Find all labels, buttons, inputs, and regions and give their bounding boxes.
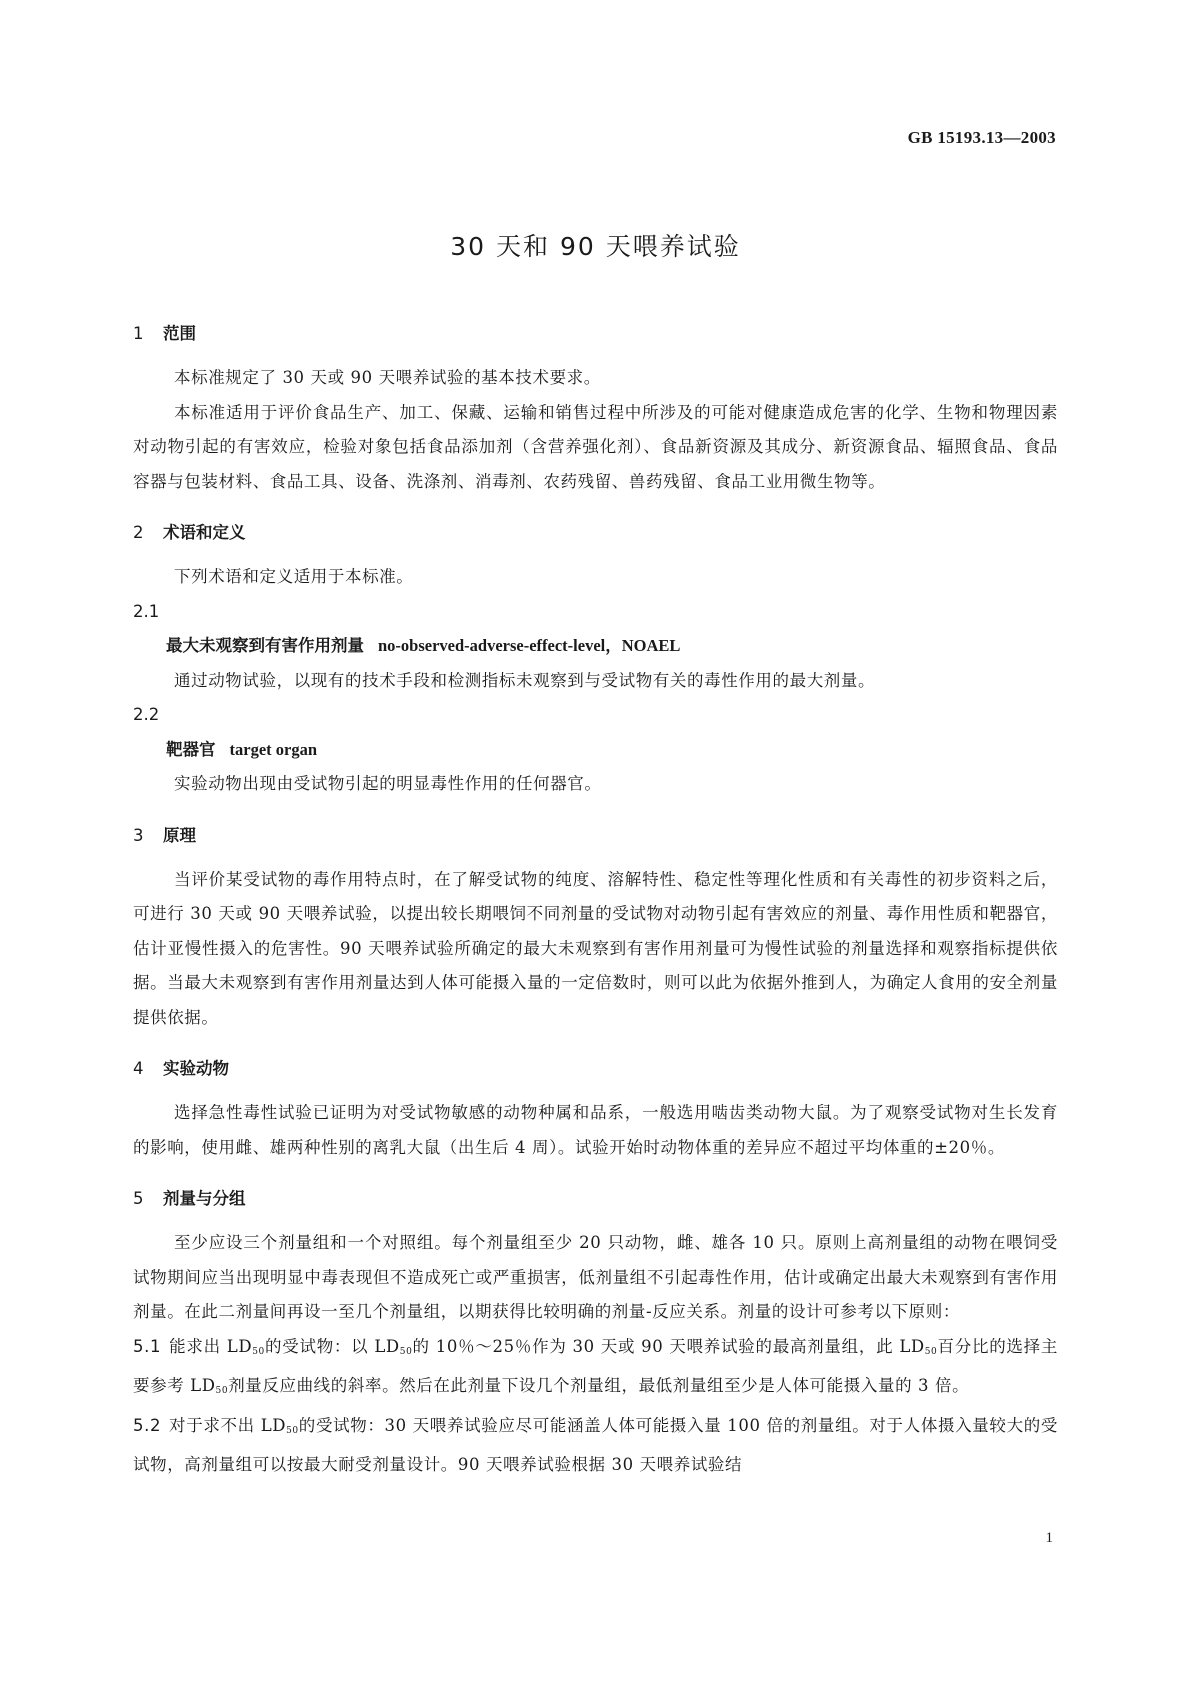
- section-title: 剂量与分组: [163, 1189, 246, 1208]
- clause-text: 对于求不出 LD: [169, 1415, 287, 1435]
- paragraph: 选择急性毒性试验已证明为对受试物敏感的动物种属和品系，一般选用啮齿类动物大鼠。为了观察受试物对生长发育的影响，使用雌、雄两种性别的离乳大鼠（出生后 4 周）。试验开始时动物体重的差异应不超过平均体重的±20％。: [133, 1103, 1058, 1157]
- clause-5-1: [133, 1330, 1058, 1409]
- standard-number: GB 15193.13—2003: [907, 128, 1056, 147]
- clause-text: 剂量反应曲线的斜率。然后在此剂量下设几个剂量组，最低剂量组至少是人体可能摄入量的 3 倍。: [228, 1376, 970, 1395]
- document-body: [133, 320, 1058, 1483]
- clause-number: 5.1: [133, 1336, 162, 1356]
- section-2-heading: [133, 519, 1058, 546]
- section-title: 范围: [163, 324, 196, 343]
- section-number: 1: [133, 324, 144, 343]
- paragraph: 本标准适用于评价食品生产、加工、保藏、运输和销售过程中所涉及的可能对健康造成危害的化学、生物和物理因素对动物引起的有害效应，检验对象包括食品添加剂（含营养强化剂）、食品新资源及其成分、新资源食品、辐照食品、食品容器与包装材料、食品工具、设备、洗涤剂、消毒剂、农药残留、兽药残留、食品工业用微生物等。: [133, 402, 1058, 491]
- section-number: 3: [133, 825, 144, 845]
- clause-text: 的受试物：以 LD: [264, 1336, 400, 1356]
- paragraph: 本标准规定了 30 天或 90 天喂养试验的基本技术要求。: [174, 368, 601, 387]
- page-number: 1: [1045, 1530, 1053, 1546]
- section-number: 5: [133, 1189, 144, 1208]
- section-title: 原理: [163, 825, 196, 845]
- subclause-number: 2.2: [133, 705, 160, 724]
- term-chinese: 靶器官: [166, 739, 216, 759]
- paragraph: 当评价某受试物的毒作用特点时，在了解受试物的纯度、溶解特性、稳定性等理化性质和有关毒性的初步资料之后，可进行 30 天或 90 天喂养试验，以提出较长期喂饲不同剂量的受试物对动物引起有害效应的剂量、毒作用性质和靶器官，估计亚慢性摄入的危害性。90 天喂养试验所确定的最大未观察到有害作用剂量可为慢性试验的剂量选择和观察指标提供依据。当最大未观察到有害作用剂量达到人体可能摄入量的一定倍数时，则可以此为依据外推到人，为确定人食用的安全剂量提供依据。: [133, 869, 1058, 1027]
- paragraph: 至少应设三个剂量组和一个对照组。每个剂量组至少 20 只动物，雌、雄各 10 只。原则上高剂量组的动物在喂饲受试物期间应当出现明显中毒表现但不造成死亡或严重损害，低剂量组不引起毒性作用，估计或确定出最大未观察到有害作用剂量。在此二剂量间再设一至几个剂量组，以期获得比较明确的剂量-反应关系。剂量的设计可参考以下原则：: [133, 1233, 1058, 1321]
- section-number: 4: [133, 1059, 144, 1078]
- term-entry: [133, 733, 1058, 768]
- subscript: 50: [286, 1425, 299, 1436]
- clause-number: 5.2: [133, 1415, 162, 1435]
- subscript: 50: [399, 1346, 413, 1357]
- section-5-heading: [133, 1185, 1058, 1212]
- subscript: 50: [215, 1386, 229, 1396]
- clause-text: 能求出 LD: [169, 1336, 253, 1356]
- term-definition: 通过动物试验，以现有的技术手段和检测指标未观察到与受试物有关的毒性作用的最大剂量。: [174, 670, 876, 690]
- term-english: target organ: [229, 739, 318, 759]
- page-title: 30 天和 90 天喂养试验: [450, 232, 741, 261]
- term-chinese: 最大未观察到有害作用剂量: [166, 636, 364, 655]
- subscript: 50: [924, 1346, 938, 1357]
- clause-text: 的 10％～25％作为 30 天或 90 天喂养试验的最高剂量组，此 LD: [412, 1336, 925, 1356]
- section-title: 术语和定义: [163, 523, 246, 542]
- term-entry: [133, 629, 1058, 664]
- subscript: 50: [252, 1346, 265, 1357]
- term-definition: 实验动物出现由受试物引起的明显毒性作用的任何器官。: [174, 774, 602, 793]
- subclause-number: 2.1: [133, 601, 160, 621]
- clause-text: 的受试物：30 天喂养试验应尽可能涵盖人体可能摄入量 100 倍的剂量组。对于人体摄入量较大的受试物，高剂量组可以按最大耐受剂量设计。90 天喂养试验根据 30 天喂养试验结: [133, 1415, 1058, 1474]
- section-title: 实验动物: [163, 1059, 229, 1078]
- term-english: no-observed-adverse-effect-level，NOAEL: [378, 636, 681, 655]
- paragraph: 下列术语和定义适用于本标准。: [174, 567, 414, 586]
- section-number: 2: [133, 523, 144, 542]
- section-1-heading: [133, 320, 1058, 347]
- section-4-heading: [133, 1055, 1058, 1082]
- clause-5-2: [133, 1409, 1058, 1483]
- section-3-heading: [133, 822, 1058, 849]
- clause-text: 百分比的选择主要参考 LD: [133, 1336, 1059, 1395]
